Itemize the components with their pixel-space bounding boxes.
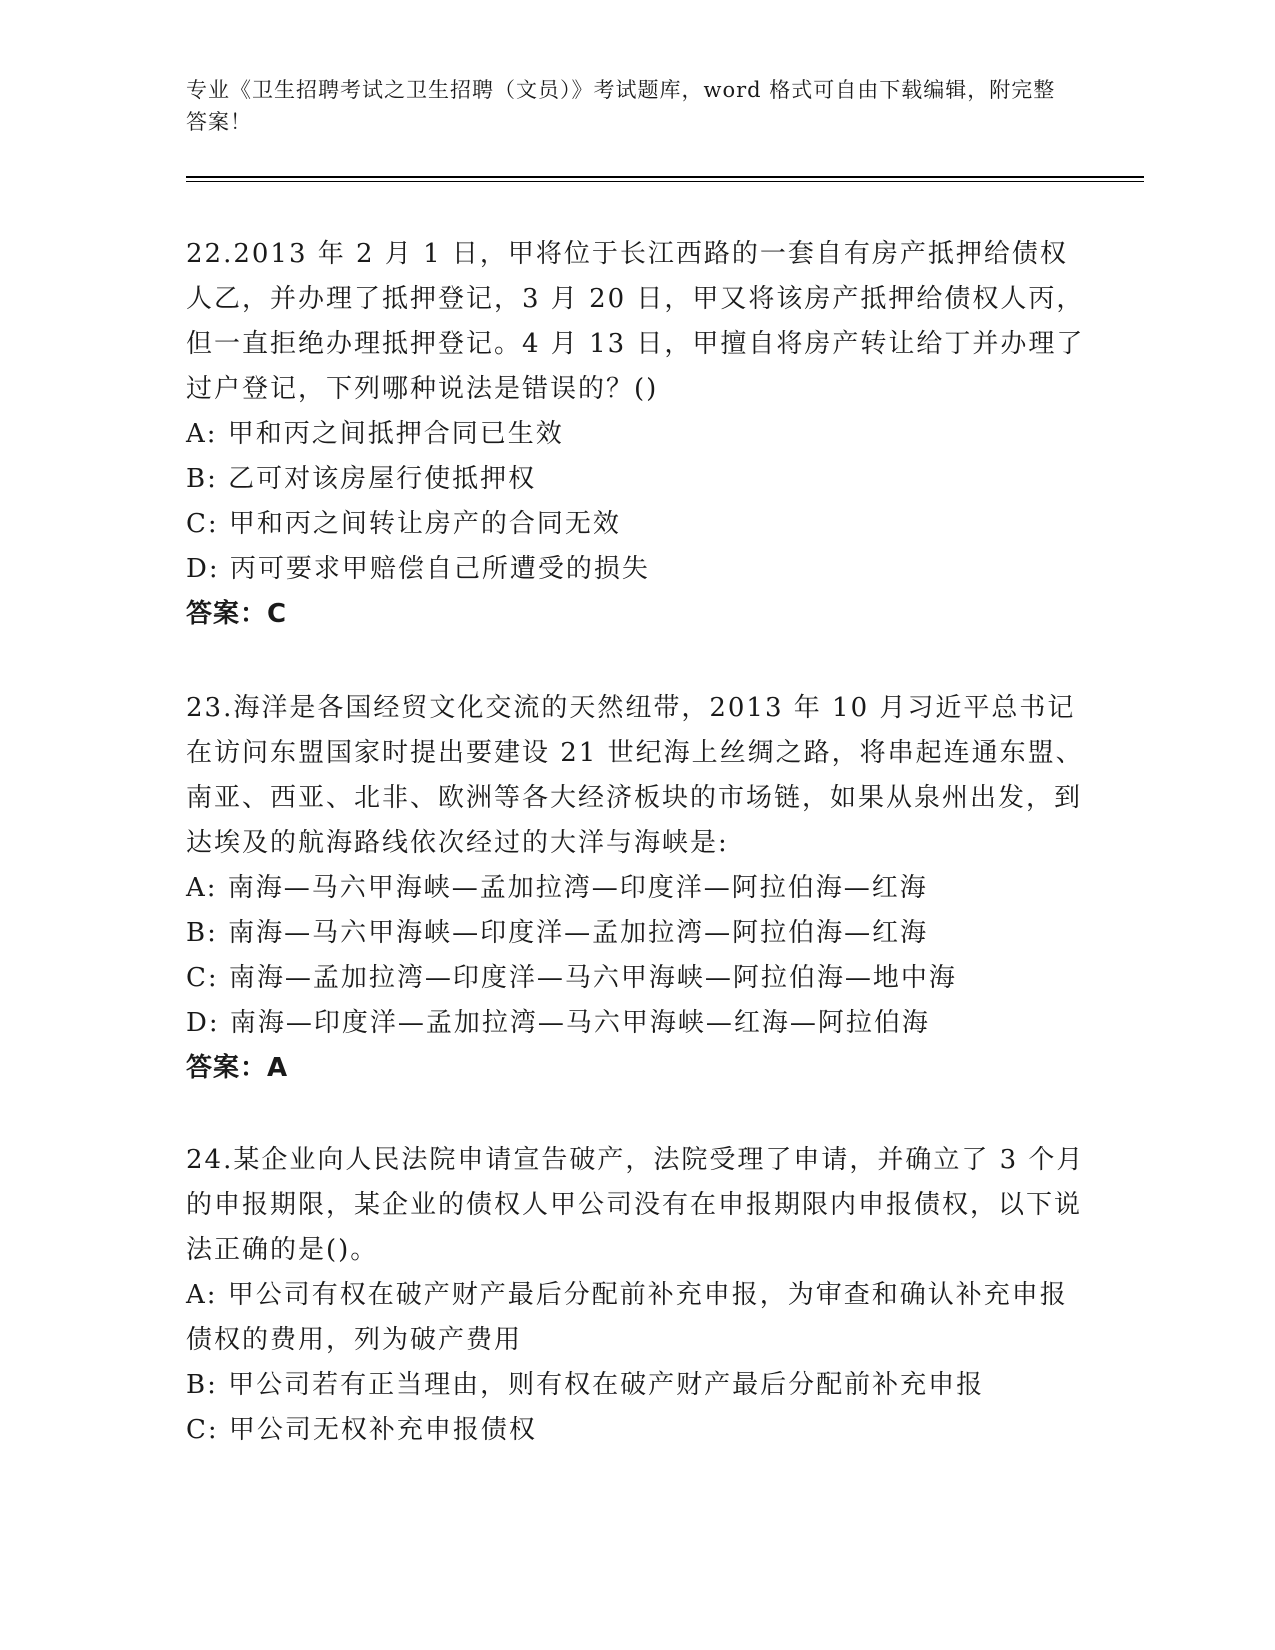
answer: 答案：A [186,1053,289,1083]
option-a: A: 南海—马六甲海峡—孟加拉湾—印度洋—阿拉伯海—红海 [186,873,928,903]
document-header [186,74,1066,138]
option-a: A: 甲和丙之间抵押合同已生效 [186,419,564,449]
option-c: C: 甲和丙之间转让房产的合同无效 [186,509,621,539]
question-text: 23.海洋是各国经贸文化交流的天然纽带，2013 年 10 月习近平总书记在访问东盟国家时提出要建设 21 世纪海上丝绸之路，将串起连通东盟、南亚、西亚、北非、欧洲等各大经济板块的市场链，如果从泉州出发，到达埃及的航海路线依次经过的大洋与海峡是: [186,693,1084,858]
header-text: 专业《卫生招聘考试之卫生招聘（文员）》考试题库，word 格式可自由下载编辑，附完整答案！ [186,78,1056,134]
question-text: 24.某企业向人民法院申请宣告破产，法院受理了申请，并确立了 3 个月的申报期限，某企业的债权人甲公司没有在申报期限内申报债权，以下说法正确的是()。 [186,1145,1085,1265]
header-divider-thin [186,181,1144,182]
option-c: C: 甲公司无权补充申报债权 [186,1415,537,1445]
option-d: D: 丙可要求甲赔偿自己所遭受的损失 [186,554,650,584]
answer: 答案：C [186,599,288,629]
question-23 [186,686,1086,1091]
question-24 [186,1138,1086,1453]
question-22 [186,232,1086,637]
option-b: B: 乙可对该房屋行使抵押权 [186,464,537,494]
option-b: B: 甲公司若有正当理由，则有权在破产财产最后分配前补充申报 [186,1370,985,1400]
question-text: 22.2013 年 2 月 1 日，甲将位于长江西路的一套自有房产抵押给债权人乙，并办理了抵押登记，3 月 20 日，甲又将该房产抵押给债权人丙，但一直拒绝办理抵押登记。4 月 13 日，甲擅自将房产转让给丁并办理了过户登记，下列哪种说法是错误的？() [186,239,1085,404]
option-d: D: 南海—印度洋—孟加拉湾—马六甲海峡—红海—阿拉伯海 [186,1008,930,1038]
option-b: B: 南海—马六甲海峡—印度洋—孟加拉湾—阿拉伯海—红海 [186,918,929,948]
option-c: C: 南海—孟加拉湾—印度洋—马六甲海峡—阿拉伯海—地中海 [186,963,957,993]
header-divider-thick [186,176,1144,178]
option-a: A: 甲公司有权在破产财产最后分配前补充申报，为审查和确认补充申报债权的费用，列为破产费用 [186,1280,1068,1355]
